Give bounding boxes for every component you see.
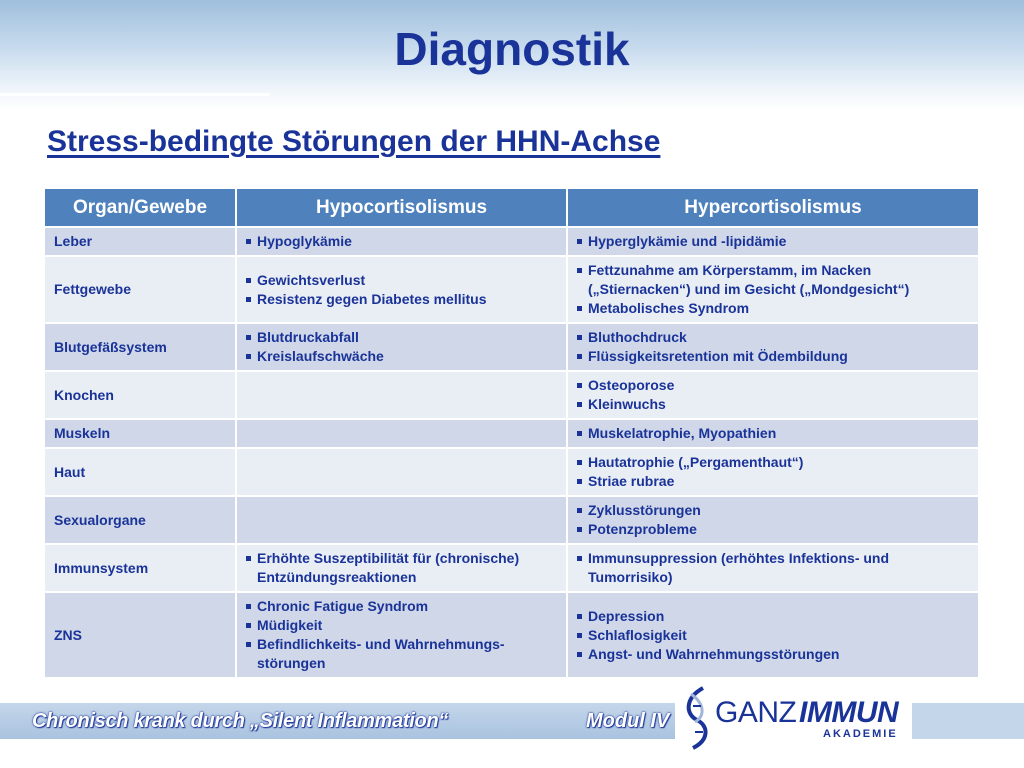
hyper-list xyxy=(577,501,972,539)
hyper-cell xyxy=(568,228,980,257)
hyper-cell xyxy=(568,593,980,679)
hyper-cell xyxy=(568,372,980,420)
bullet-item: Osteoporose xyxy=(577,376,972,395)
hyper-cell xyxy=(568,324,980,372)
footer-course-title: Chronisch krank durch „Silent Inflammation“ xyxy=(32,710,449,732)
table-row xyxy=(45,420,980,449)
hyper-list xyxy=(577,549,972,587)
logo-word-ganz: GANZ xyxy=(715,696,797,729)
hyper-cell xyxy=(568,497,980,545)
hypo-cell xyxy=(237,449,568,497)
organ-cell: Fettgewebe xyxy=(45,257,237,324)
logo-word-immun: IMMUN xyxy=(799,696,899,729)
hypo-cell xyxy=(237,228,568,257)
hypo-cell xyxy=(237,593,568,679)
hypo-cell xyxy=(237,497,568,545)
hyper-list xyxy=(577,424,972,443)
bullet-item: Befindlichkeits- und Wahrnehmungs-störungen xyxy=(246,635,560,673)
bullet-item: Striae rubrae xyxy=(577,472,972,491)
bullet-item: Bluthochdruck xyxy=(577,328,972,347)
hyper-list xyxy=(577,607,972,664)
bullet-item: Resistenz gegen Diabetes mellitus xyxy=(246,290,560,309)
bullet-item: Hypoglykämie xyxy=(246,232,560,251)
table-row xyxy=(45,497,980,545)
hyper-cell xyxy=(568,449,980,497)
hypo-cell xyxy=(237,545,568,593)
column-header-hypo: Hypocortisolismus xyxy=(237,189,568,228)
hypo-cell xyxy=(237,372,568,420)
hyper-list xyxy=(577,261,972,318)
organ-cell: Knochen xyxy=(45,372,237,420)
column-header-organ: Organ/Gewebe xyxy=(45,189,237,228)
hyper-list xyxy=(577,328,972,366)
bullet-item: Flüssigkeitsretention mit Ödembildung xyxy=(577,347,972,366)
bullet-item: Hyperglykämie und -lipidämie xyxy=(577,232,972,251)
hypo-list xyxy=(246,597,560,673)
hyper-cell xyxy=(568,420,980,449)
table-body xyxy=(45,228,980,679)
hyper-cell xyxy=(568,257,980,324)
footer-right-band xyxy=(912,703,1024,739)
hypo-list xyxy=(246,328,560,366)
bullet-item: Depression xyxy=(577,607,972,626)
bullet-item: Hautatrophie („Pergamenthaut“) xyxy=(577,453,972,472)
organ-cell: ZNS xyxy=(45,593,237,679)
page-title: Diagnostik xyxy=(394,23,630,75)
bullet-item: Potenzprobleme xyxy=(577,520,972,539)
bullet-item: Chronic Fatigue Syndrom xyxy=(246,597,560,616)
section-subtitle: Stress-bedingte Störungen der HHN-Achse xyxy=(47,125,661,158)
organ-cell: Leber xyxy=(45,228,237,257)
table-header-row xyxy=(45,189,980,228)
footer-module-label: Modul IV xyxy=(586,710,670,732)
bullet-item: Immunsuppression (erhöhtes Infektions- und Tumorrisiko) xyxy=(577,549,972,587)
hyper-list xyxy=(577,453,972,491)
organ-cell: Sexualorgane xyxy=(45,497,237,545)
organ-cell: Muskeln xyxy=(45,420,237,449)
bullet-item: Kreislaufschwäche xyxy=(246,347,560,366)
bullet-item: Gewichtsverlust xyxy=(246,271,560,290)
table-row xyxy=(45,372,980,420)
hyper-cell xyxy=(568,545,980,593)
column-header-hyper: Hypercortisolismus xyxy=(568,189,980,228)
bullet-item: Müdigkeit xyxy=(246,616,560,635)
table-row xyxy=(45,228,980,257)
bullet-item: Angst- und Wahrnehmungsstörungen xyxy=(577,645,972,664)
bullet-item: Schlaflosigkeit xyxy=(577,626,972,645)
bullet-item: Kleinwuchs xyxy=(577,395,972,414)
bullet-item: Metabolisches Syndrom xyxy=(577,299,972,318)
table-row xyxy=(45,257,980,324)
hypo-list xyxy=(246,549,560,587)
table-row xyxy=(45,545,980,593)
diagnostics-table xyxy=(45,189,980,679)
ganzimmun-logo xyxy=(683,686,908,750)
organ-cell: Immunsystem xyxy=(45,545,237,593)
bullet-item: Zyklusstörungen xyxy=(577,501,972,520)
table-row xyxy=(45,324,980,372)
table-row xyxy=(45,449,980,497)
hypo-cell xyxy=(237,324,568,372)
hyper-list xyxy=(577,376,972,414)
hypo-list xyxy=(246,271,560,309)
bullet-item: Erhöhte Suszeptibilität für (chronische) Entzündungsreaktionen xyxy=(246,549,560,587)
hypo-cell xyxy=(237,257,568,324)
hyper-list xyxy=(577,232,972,251)
bullet-item: Muskelatrophie, Myopathien xyxy=(577,424,972,443)
bullet-item: Fettzunahme am Körperstamm, im Nacken („Stiernacken“) und im Gesicht („Mondgesicht“) xyxy=(577,261,972,299)
header-divider xyxy=(0,93,270,96)
hypo-cell xyxy=(237,420,568,449)
organ-cell: Haut xyxy=(45,449,237,497)
organ-cell: Blutgefäßsystem xyxy=(45,324,237,372)
bullet-item: Blutdruckabfall xyxy=(246,328,560,347)
hypo-list xyxy=(246,232,560,251)
dna-helix-icon xyxy=(683,686,713,750)
logo-word-akademie: AKADEMIE xyxy=(823,728,898,740)
table-row xyxy=(45,593,980,679)
